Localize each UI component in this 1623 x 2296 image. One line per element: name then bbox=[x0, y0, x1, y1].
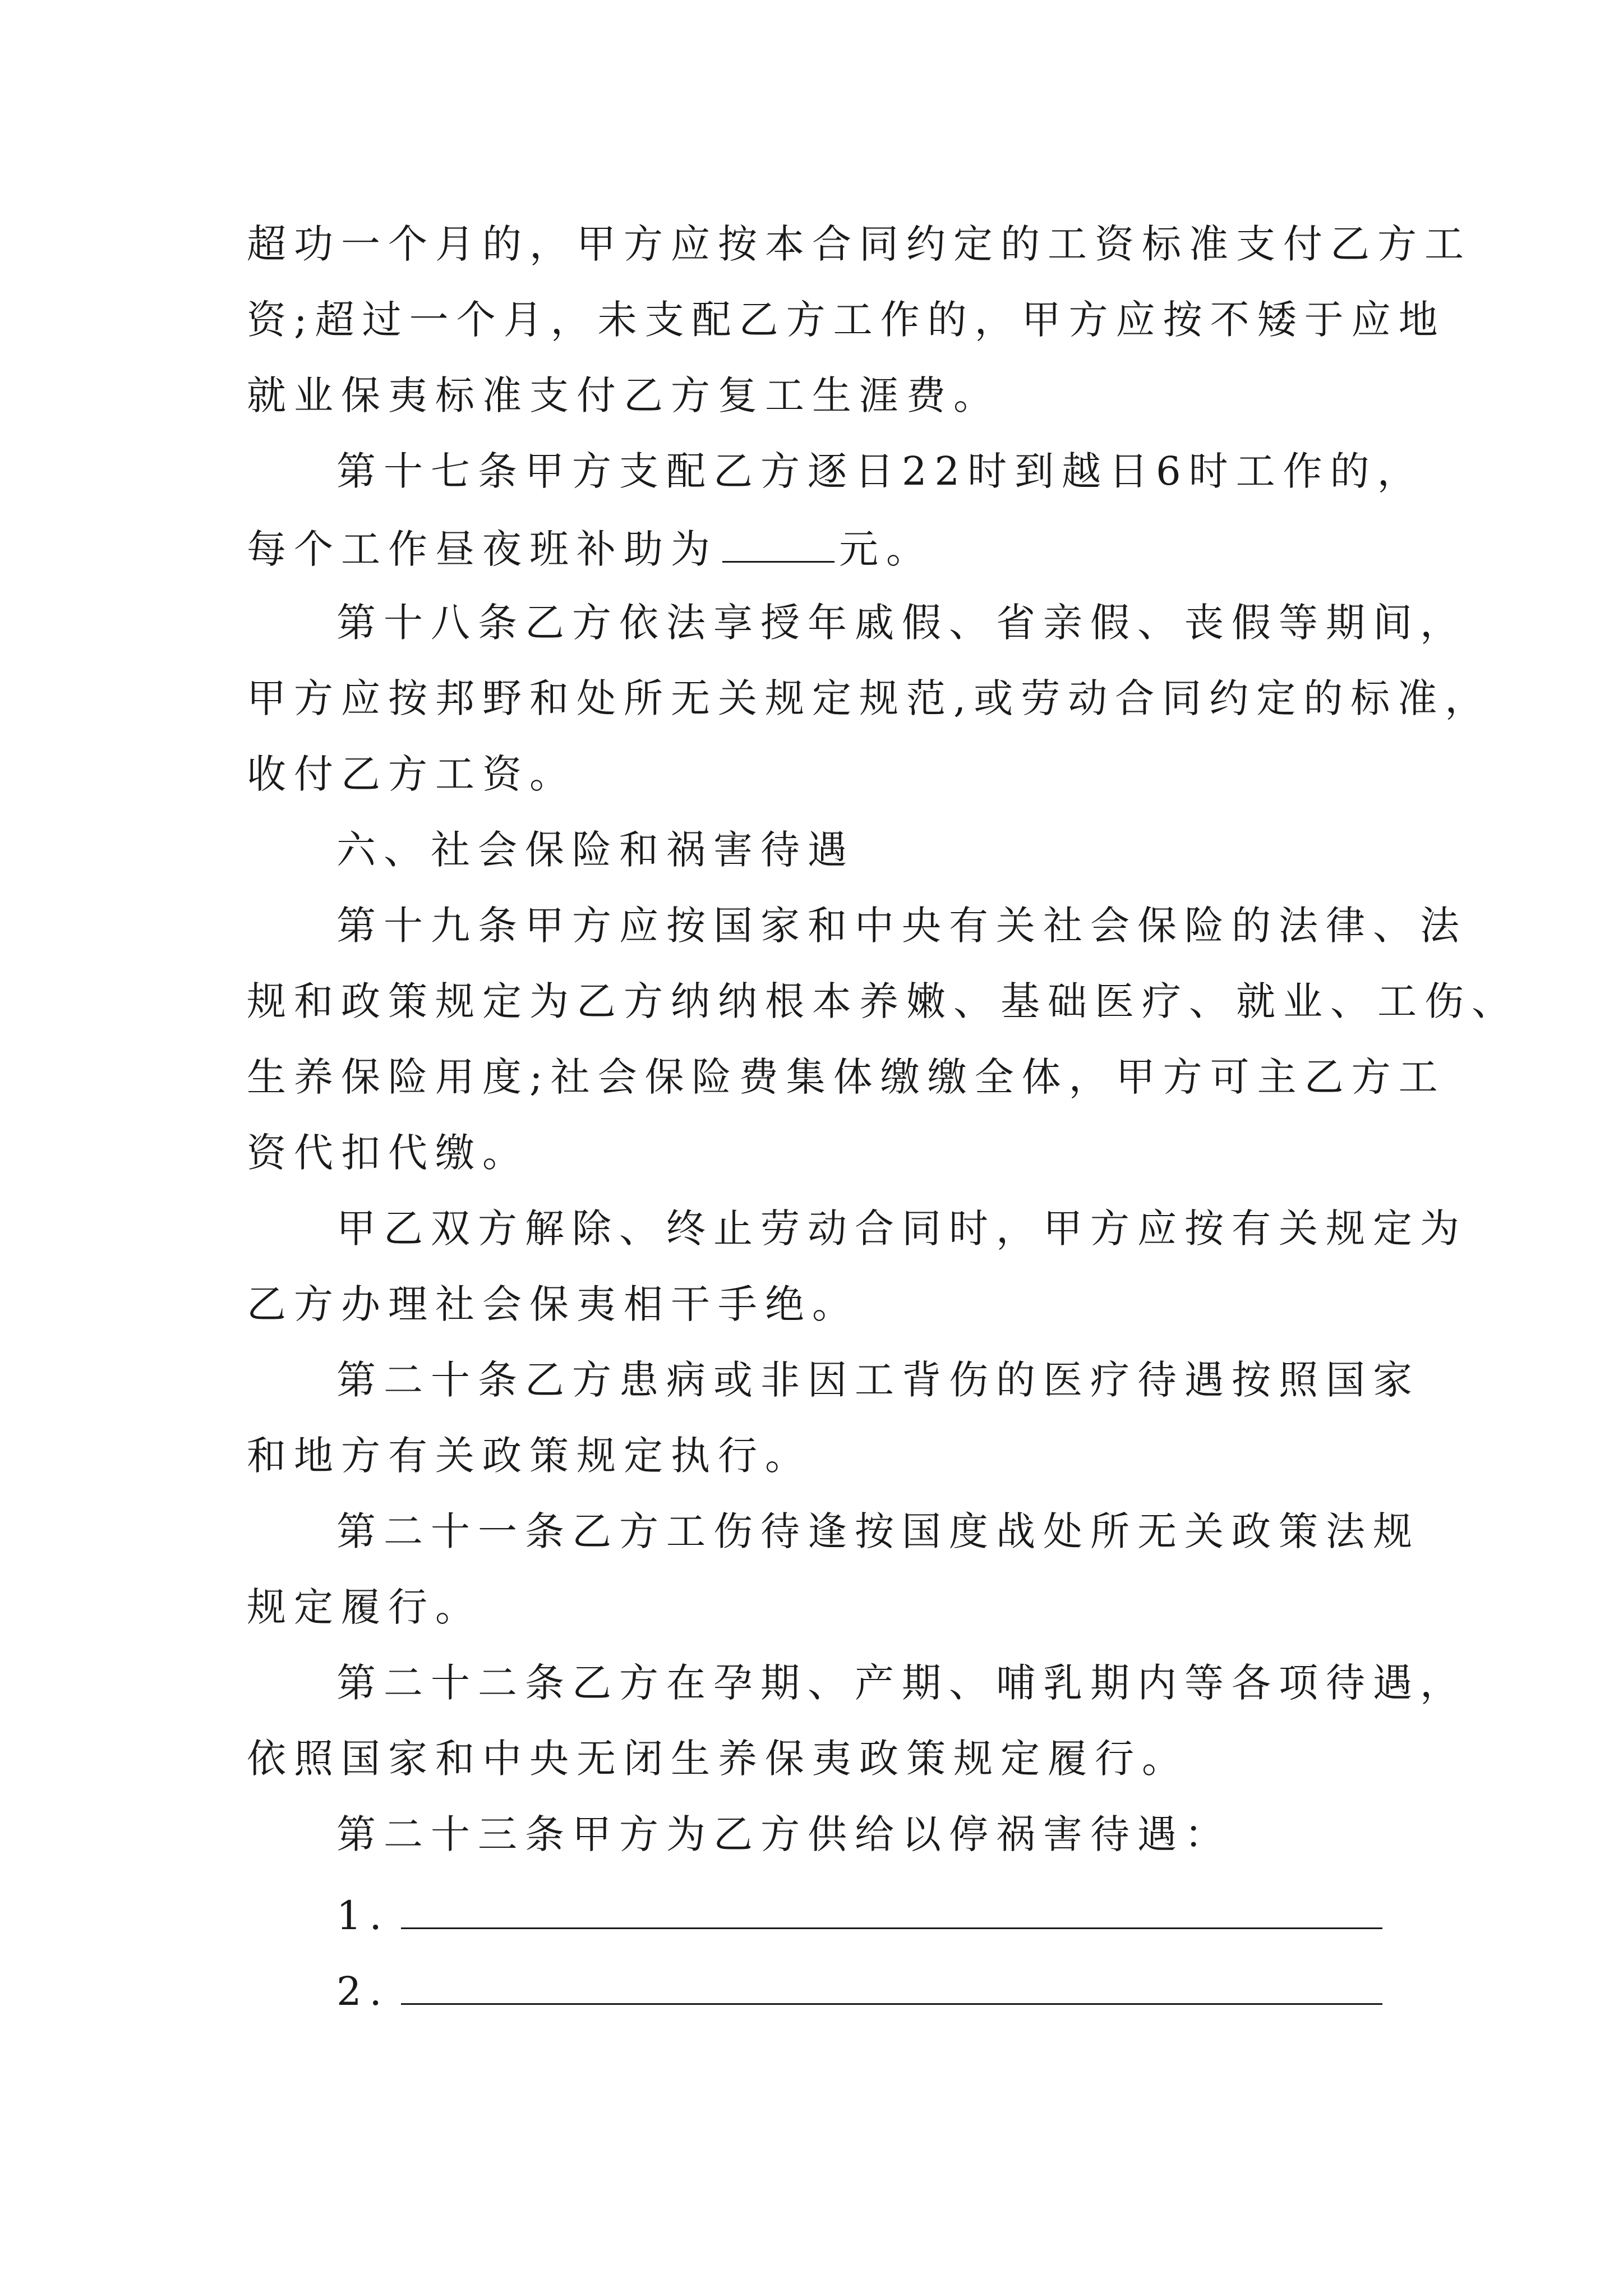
paragraph-line: 甲乙双方解除、终止劳动合同时，甲方应按有关规定为 bbox=[336, 1205, 1467, 1251]
article-18-line: 第十八条乙方依法享授年戚假、省亲假、丧假等期间， bbox=[336, 600, 1467, 646]
list-item-1 bbox=[336, 1885, 1382, 1941]
paragraph-line: 收付乙方工资。 bbox=[247, 751, 577, 797]
article-17-line bbox=[247, 522, 933, 574]
paragraph-line: 规定履行。 bbox=[247, 1584, 482, 1630]
paragraph-line: 就业保夷标准支付乙方复工生涯费。 bbox=[247, 372, 1000, 418]
paragraph-line: 资代扣代缴。 bbox=[247, 1130, 529, 1176]
list-item-2 bbox=[336, 1961, 1382, 2017]
article-21-line: 第二十一条乙方工伤待逢按国度战处所无关政策法规 bbox=[336, 1508, 1420, 1554]
subsidy-text: 每个工作昼夜班补助为 bbox=[247, 526, 718, 572]
article-19-line: 第十九条甲方应按国家和中央有关社会保险的法律、法 bbox=[336, 903, 1467, 949]
paragraph-line: 和地方有关政策规定执行。 bbox=[247, 1433, 812, 1479]
fill-in-line bbox=[401, 1961, 1382, 2005]
paragraph-line: 乙方办理社会保夷相干手绝。 bbox=[247, 1281, 859, 1327]
article-23-line: 第二十三条甲方为乙方供给以停祸害待遇： bbox=[336, 1811, 1232, 1857]
paragraph-line: 依照国家和中央无闭生养保夷政策规定履行。 bbox=[247, 1736, 1189, 1782]
fill-in-line bbox=[401, 1885, 1382, 1929]
list-number: 1. bbox=[336, 1893, 390, 1939]
article-20-line: 第二十条乙方患病或非因工背伤的医疗待遇按照国家 bbox=[336, 1357, 1420, 1403]
paragraph-line: 超功一个月的，甲方应按本合同约定的工资标准支付乙方工 bbox=[247, 221, 1472, 267]
paragraph-line: 生养保险用度;社会保险费集体缴缴全体，甲方可主乙方工 bbox=[247, 1054, 1446, 1100]
article-22-line: 第二十二条乙方在孕期、产期、哺乳期内等各项待遇， bbox=[336, 1660, 1467, 1706]
paragraph-line: 资;超过一个月，未支配乙方工作的，甲方应按不矮于应地 bbox=[247, 297, 1446, 343]
paragraph-line: 甲方应按邦野和处所无关规定规范,或劳动合同约定的标准， bbox=[247, 675, 1492, 721]
paragraph-line: 规和政策规定为乙方纳纳根本养嫩、基础医疗、就业、工伤、 bbox=[247, 978, 1519, 1024]
currency-unit: 元。 bbox=[839, 526, 933, 572]
list-number: 2. bbox=[336, 1968, 390, 2014]
article-17-line: 第十七条甲方支配乙方逐日22时到越日6时工作的， bbox=[336, 448, 1424, 494]
section-heading: 六、社会保险和祸害待遇 bbox=[336, 827, 855, 873]
amount-blank bbox=[722, 522, 834, 563]
